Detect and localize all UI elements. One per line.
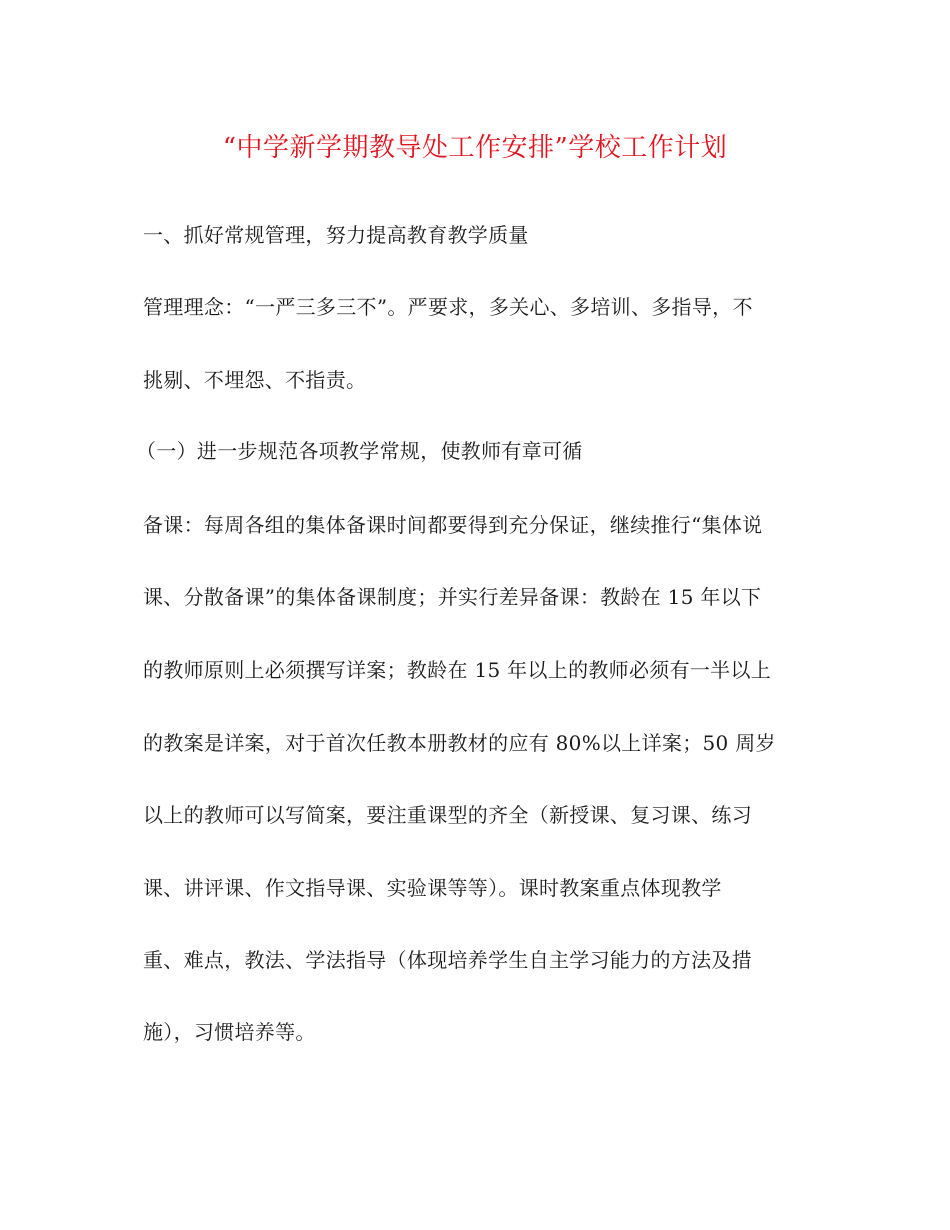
paragraph-line: 课、讲评课、作文指导课、实验课等等）。课时教案重点体现教学 [143,876,722,900]
document-title: “中学新学期教导处工作安排”学校工作计划 [222,133,728,163]
paragraph-line: 管理理念：“一严三多三不”。严要求，多关心、多培训、多指导，不 [143,295,753,319]
paragraph-line: 施），习惯培养等。 [143,1020,316,1044]
section-heading: 一、抓好常规管理，努力提高教育教学质量 [143,223,529,247]
paragraph-line: 的教案是详案，对于首次任教本册教材的应有 80%以上详案；50 周岁 [143,731,776,755]
subsection-heading: （一）进一步规范各项教学常规，使教师有章可循 [136,439,583,463]
paragraph-line: 备课：每周各组的集体备课时间都要得到充分保证，继续推行“集体说 [143,513,763,537]
paragraph-line: 以上的教师可以写简案，要注重课型的齐全（新授课、复习课、练习 [143,803,752,827]
paragraph-line: 课、分散备课”的集体备课制度；并实行差异备课：教龄在 15 年以下 [143,585,762,609]
paragraph-line: 重、难点，教法、学法指导（体现培养学生自主学习能力的方法及措 [143,948,752,972]
paragraph-line: 的教师原则上必须撰写详案；教龄在 15 年以上的教师必须有一半以上 [143,658,772,682]
paragraph-line: 挑剔、不埋怨、不指责。 [143,368,367,392]
